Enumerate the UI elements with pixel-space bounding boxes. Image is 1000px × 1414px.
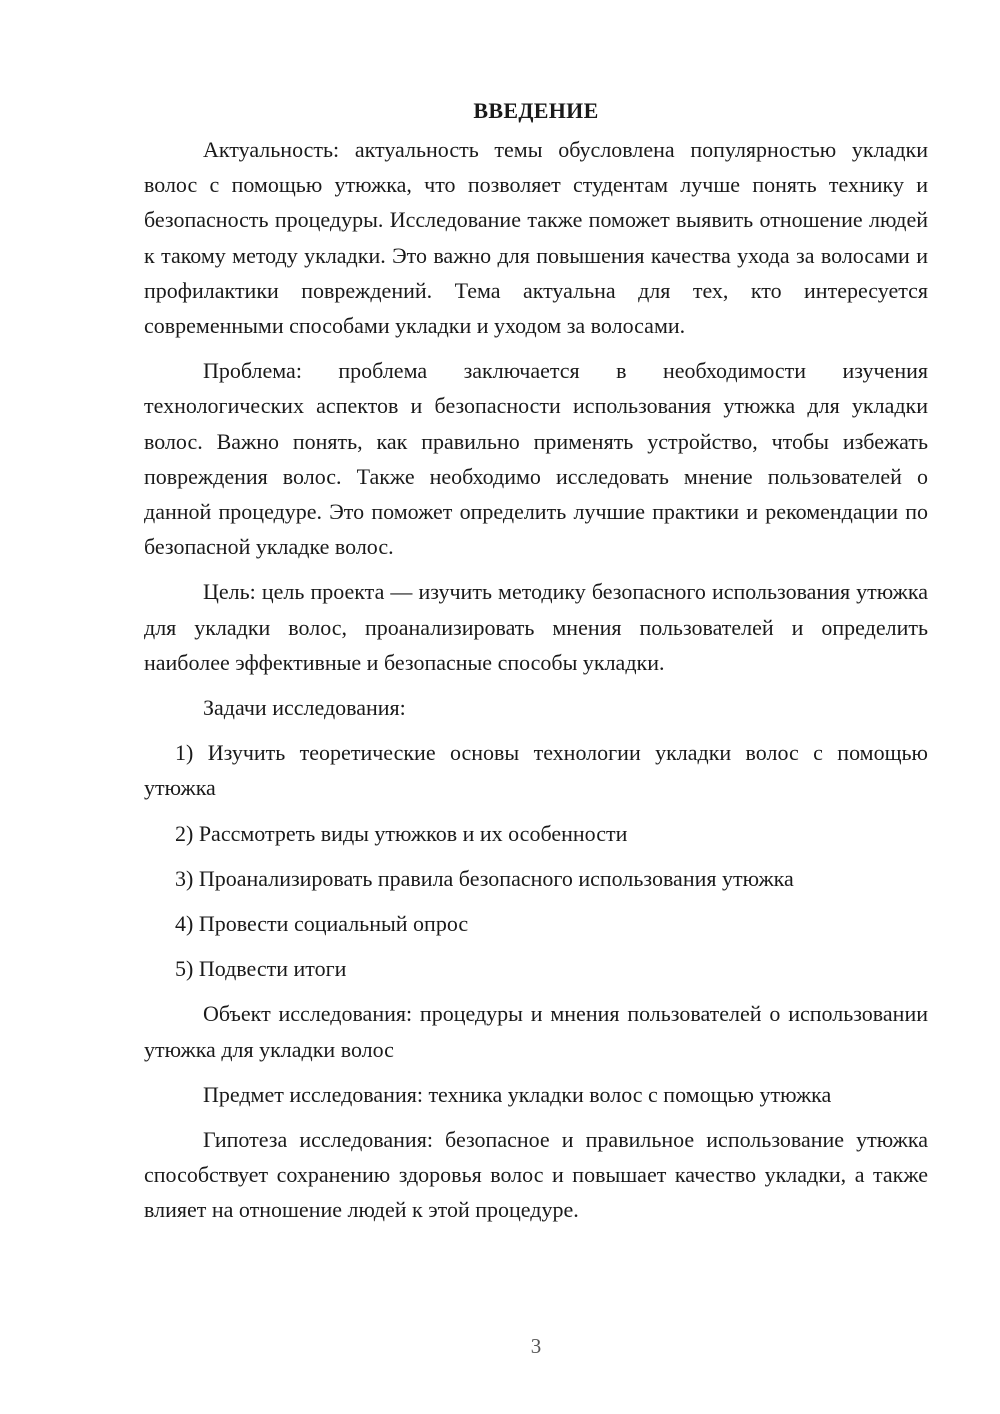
document-page xyxy=(144,96,928,1238)
relevance-paragraph: Актуальность: актуальность темы обусловлена популярностью укладки волос с помощью утюжка, что позволяет студентам лучше понять технику и безопасность процедуры. Исследование также поможет выявить отношение людей к такому методу укладки. Это важно для повышения качества ухода за волосами и профилактики повреждений. Тема актуальна для тех, кто интересуется современными способами укладки и уходом за волосами. xyxy=(144,137,928,339)
page-number: 3 xyxy=(530,1334,542,1358)
problem-paragraph: Проблема: проблема заключается в необходимости изучения технологических аспектов и безопасности использования утюжка для укладки волос. Важно понять, как правильно применять устройство, чтобы избежать повреждения волос. Также необходимо исследовать мнение пользователей о данной процедуре. Это поможет определить лучшие практики и рекомендации по безопасной укладке волос. xyxy=(144,358,928,560)
object-paragraph: Объект исследования: процедуры и мнения пользователей о использовании утюжка для укладки волос xyxy=(144,1001,928,1062)
list-item: 5) Подвести итоги xyxy=(175,956,347,982)
goal-paragraph: Цель: цель проекта — изучить методику безопасного использования утюжка для укладки волос, проанализировать мнения пользователей и определить наиболее эффективные и безопасные способы укладки. xyxy=(144,579,928,675)
tasks-title: Задачи исследования: xyxy=(203,695,406,721)
list-item: 1) Изучить теоретические основы технологии укладки волос с помощью утюжка xyxy=(144,740,928,801)
list-item: 3) Проанализировать правила безопасного использования утюжка xyxy=(175,865,794,891)
list-item: 2) Рассмотреть виды утюжков и их особенности xyxy=(175,820,628,846)
hypothesis-paragraph: Гипотеза исследования: безопасное и правильное использование утюжка способствует сохранению здоровья волос и повышает качество укладки, а также влияет на отношение людей к этой процедуре. xyxy=(144,1127,928,1223)
list-item: 4) Провести социальный опрос xyxy=(175,911,469,937)
page-title: ВВЕДЕНИЕ xyxy=(473,98,599,123)
tasks-list xyxy=(144,735,928,986)
subject-paragraph: Предмет исследования: техника укладки волос с помощью утюжка xyxy=(203,1081,832,1107)
